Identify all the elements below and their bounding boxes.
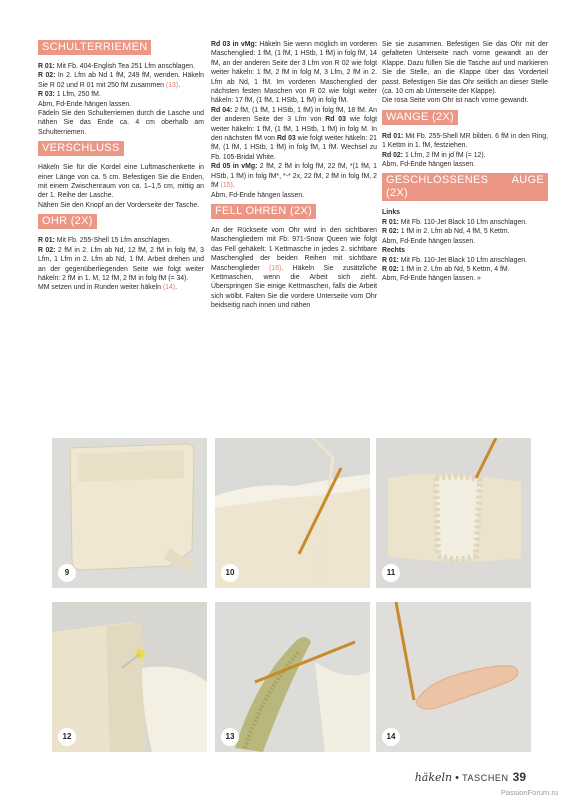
row-label: Rd 05 in vMg: <box>211 163 258 171</box>
paragraph: Abm, Fd-Ende hängen lassen. » <box>382 275 481 283</box>
separator-dot: • <box>452 772 463 784</box>
text: Häkeln Sie wenn möglich im vorderen Maschenglied: 1 fM, (1 fM, 1 HStb, 1 fM) in folg fM, 14 fM, an der anderen Seite der 3 Lfm von R 02 wie folgt weiter häkeln: 1 fM, 2 fM in folg M, 3 Lfm, 2 fM in 2. Lfm ab Nd, 1 fM. Im vorderen Maschenglied der nächsten festen Maschen von R 02 wie folgt weiter häkeln: 17 fM, (1 fM, 1 HStb, 1 fM) in folg fM. <box>211 41 377 105</box>
text: . <box>175 284 178 292</box>
text: . <box>232 182 235 190</box>
photo-12 <box>52 602 207 752</box>
text: Mit Fb. 255-Shell 15 Lfm anschlagen. <box>54 237 171 245</box>
heading-fell-ohren: FELL OHREN (2X) <box>211 204 316 219</box>
row-label: R 01: <box>382 256 399 264</box>
paragraph: Nähen Sie den Knopf an der Vorderseite der Tasche. <box>38 201 200 209</box>
text: In 2. Lfm ab Nd 1 fM, 249 fM, wenden. Häkeln Sie R 02 und R 01 mit 250 fM zusammen <box>38 72 204 89</box>
heading-schulterriemen: SCHULTERRIEMEN <box>38 40 151 55</box>
photo-number: 12 <box>58 728 76 746</box>
row-label: Rd 03 <box>325 116 346 124</box>
photo-9-image <box>52 438 207 588</box>
paragraph <box>38 90 204 99</box>
heading-wange: WANGE (2X) <box>382 110 458 125</box>
row-label: R 01: <box>38 63 55 70</box>
watermark: PassionForum.ru <box>500 788 558 797</box>
photo-number: 9 <box>58 564 76 582</box>
heading-geschlossenes-auge: GESCHLOSSENES AUGE (2X) <box>382 173 548 201</box>
photo-10-image <box>215 438 370 588</box>
row-label: R 02: <box>38 246 56 254</box>
text: wie folgt weiter häkeln: 21 fM, (1 fM, 1 HStb, 1 fM) in folg fM, 1 fM. Wechsel zu Fb. 105-Bridal White. <box>211 135 378 161</box>
paragraph: Abm, Fd-Ende hängen lassen. <box>211 191 305 199</box>
paragraph <box>211 106 377 162</box>
column-middle <box>211 40 377 311</box>
paragraph <box>211 162 377 190</box>
subheading-text: Rechts <box>382 247 405 255</box>
text: 1 fM in 2. Lfm ab Nd, 5 Kettm, 4 fM. <box>398 265 510 273</box>
row-label: R 03: <box>38 91 55 99</box>
paragraph <box>382 265 548 274</box>
photo-number: 10 <box>221 564 239 582</box>
text: 1 fM in 2. Lfm ab Nd, 4 fM, 5 Kettm. <box>398 228 510 236</box>
photo-number: 11 <box>382 564 400 582</box>
row-label: R 01: <box>382 218 399 226</box>
photo-14-image <box>376 602 531 752</box>
row-label: Rd 02: <box>382 151 404 159</box>
text: 2 fM, 2 fM in folg fM, 22 fM, *(1 fM, 1 HStb, 1 fM) in folg fM*, *-* 2x, 22 fM, 2 fM in folg fM, 2 fM <box>211 163 377 190</box>
row-label: R 02: <box>382 228 399 236</box>
paragraph <box>382 132 548 151</box>
text: Mit Fb. 255-Shell MR bilden. 6 fM in den Ring, 1 Kettm in 1. fM, festziehen. <box>382 132 548 150</box>
photo-reference: (14) <box>162 284 176 292</box>
paragraph: Sie sie zusammen. Befestigen Sie das Ohr mit der gefalteten Unterseite nach vorne gewandt an der Klappe. Dazu füllen Sie die Tasche auf und markieren Sie die Stelle, an die Klappe über das Vorderteil passt. Befestigen Sie das Ohr seitlich an dieser Stelle (ca. 10 cm ab Unterseite der Klappe). <box>382 41 548 96</box>
row-label: Rd 03 in vMg: <box>211 41 257 48</box>
paragraph: Fädeln Sie den Schulterriemen durch die Lasche und nähen Sie das Ende ca. 4 cm oberhalb am Schulterriemen. <box>38 110 204 136</box>
photo-reference: (15) <box>220 182 233 190</box>
paragraph <box>38 236 204 245</box>
paragraph <box>38 246 204 284</box>
subheading-rechts <box>382 246 548 255</box>
subheading-links <box>382 208 548 217</box>
paragraph: Häkeln Sie für die Kordel eine Luftmaschenkette in einer Länge von ca. 5 cm. Befestigen Sie die Enden, mit einem Zwischenraum von ca. 1–1,5 cm, mittig an der 1. Reihe der Lasche. <box>38 164 204 200</box>
row-label: R 01: <box>38 237 55 245</box>
text: Mit Fb. 404-English Tea 251 Lfm anschlagen. <box>54 63 195 70</box>
paragraph: Abm, Fd-Ende hängen lassen. <box>38 100 132 108</box>
page-number: 39 <box>512 770 526 784</box>
paragraph <box>382 218 548 227</box>
text: wie folgt weiter häkeln: 1 fM, (1 fM, 1 HStb, 1 fM) in folg M. In den nächsten fM von <box>211 116 378 143</box>
magazine-taschen: TASCHEN <box>462 773 509 783</box>
photo-9 <box>52 438 207 588</box>
photo-10 <box>215 438 370 588</box>
text: 2 fM in 2. Lfm ab Nd, 12 fM, 2 fM in folg fM, 3 Lfm, 1 Lfm in 2. Lfm ab Nd, 1 fM. Arbeit drehen und an der gegenüberliegenden Seite wie folgt weiter häkeln: 2 fM in 1. M, 12 fM, 2 fM in folg fM (= 34). <box>38 246 204 282</box>
text: Mit Fb. 110-Jet Black 10 Lfm anschlagen. <box>398 218 528 226</box>
text: MM setzen und in Runden weiter häkeln <box>38 284 163 292</box>
photo-reference: (16) <box>269 264 282 272</box>
text: Mit Fb. 110-Jet Black 10 Lfm anschlagen. <box>398 256 528 264</box>
paragraph <box>38 62 204 71</box>
paragraph <box>38 71 204 90</box>
subheading-text: Links <box>382 209 400 217</box>
photo-14 <box>376 602 531 752</box>
paragraph: Abm, Fd-Ende hängen lassen. <box>382 161 476 169</box>
photo-11 <box>376 438 531 588</box>
column-right <box>382 40 548 284</box>
row-label: Rd 03 <box>276 135 296 143</box>
paragraph <box>38 283 204 292</box>
paragraph: Abm, Fd-Ende hängen lassen. <box>382 237 476 245</box>
photo-12-image <box>52 602 207 752</box>
row-label: Rd 04: <box>211 106 233 114</box>
text: . <box>178 81 181 89</box>
paragraph <box>382 151 548 160</box>
row-label: R 02: <box>382 265 399 273</box>
text: 1 Lfm, 2 fM in jd fM (= 12). <box>403 151 486 159</box>
photo-number: 14 <box>382 728 400 746</box>
photo-reference: (13) <box>165 81 179 89</box>
text: An der Rückseite vom Ohr wird in den sichtbaren Maschengliedern mit Fb. 971-Snow Queen wie folgt das Fell gehäkelt: 1 Kettmasche in jedes 2. sichtbare Maschenglied der beiden Reihen mit sichtbare Maschenglieder <box>211 226 377 272</box>
photo-11-image <box>376 438 531 588</box>
column-left <box>38 40 204 293</box>
paragraph <box>382 256 548 265</box>
paragraph <box>382 227 548 236</box>
paragraph <box>211 40 377 106</box>
text: 1 Lfm, 250 fM. <box>54 91 101 99</box>
photo-grid <box>0 438 566 768</box>
text: 2 fM, (1 fM, 1 HStb, 1 fM) in folg fM, 18 fM. An der anderen Seite der 3 Lfm von <box>211 106 377 124</box>
heading-verschluss: VERSCHLUSS <box>38 141 124 156</box>
paragraph: Die rosa Seite vom Ohr ist nach vorne gewandt. <box>382 97 529 105</box>
photo-13 <box>215 602 370 752</box>
text: . Häkeln Sie zusätzliche Kettmaschen, wenn die Arbeit sich zieht. Überspringen Sie einige Kettmaschen, falls die Arbeit sich wölbt. Falten Sie die vordere Unterseite vom Ohr beidseitig nach innen und nähen <box>211 264 378 310</box>
paragraph <box>211 226 377 311</box>
row-label: Rd 01: <box>382 132 404 140</box>
photo-13-image <box>215 602 370 752</box>
row-label: R 02: <box>38 72 56 80</box>
page-footer <box>415 770 526 784</box>
photo-number: 13 <box>221 728 239 746</box>
brand-haekeln: häkeln <box>414 771 453 784</box>
heading-ohr: OHR (2X) <box>38 214 97 229</box>
